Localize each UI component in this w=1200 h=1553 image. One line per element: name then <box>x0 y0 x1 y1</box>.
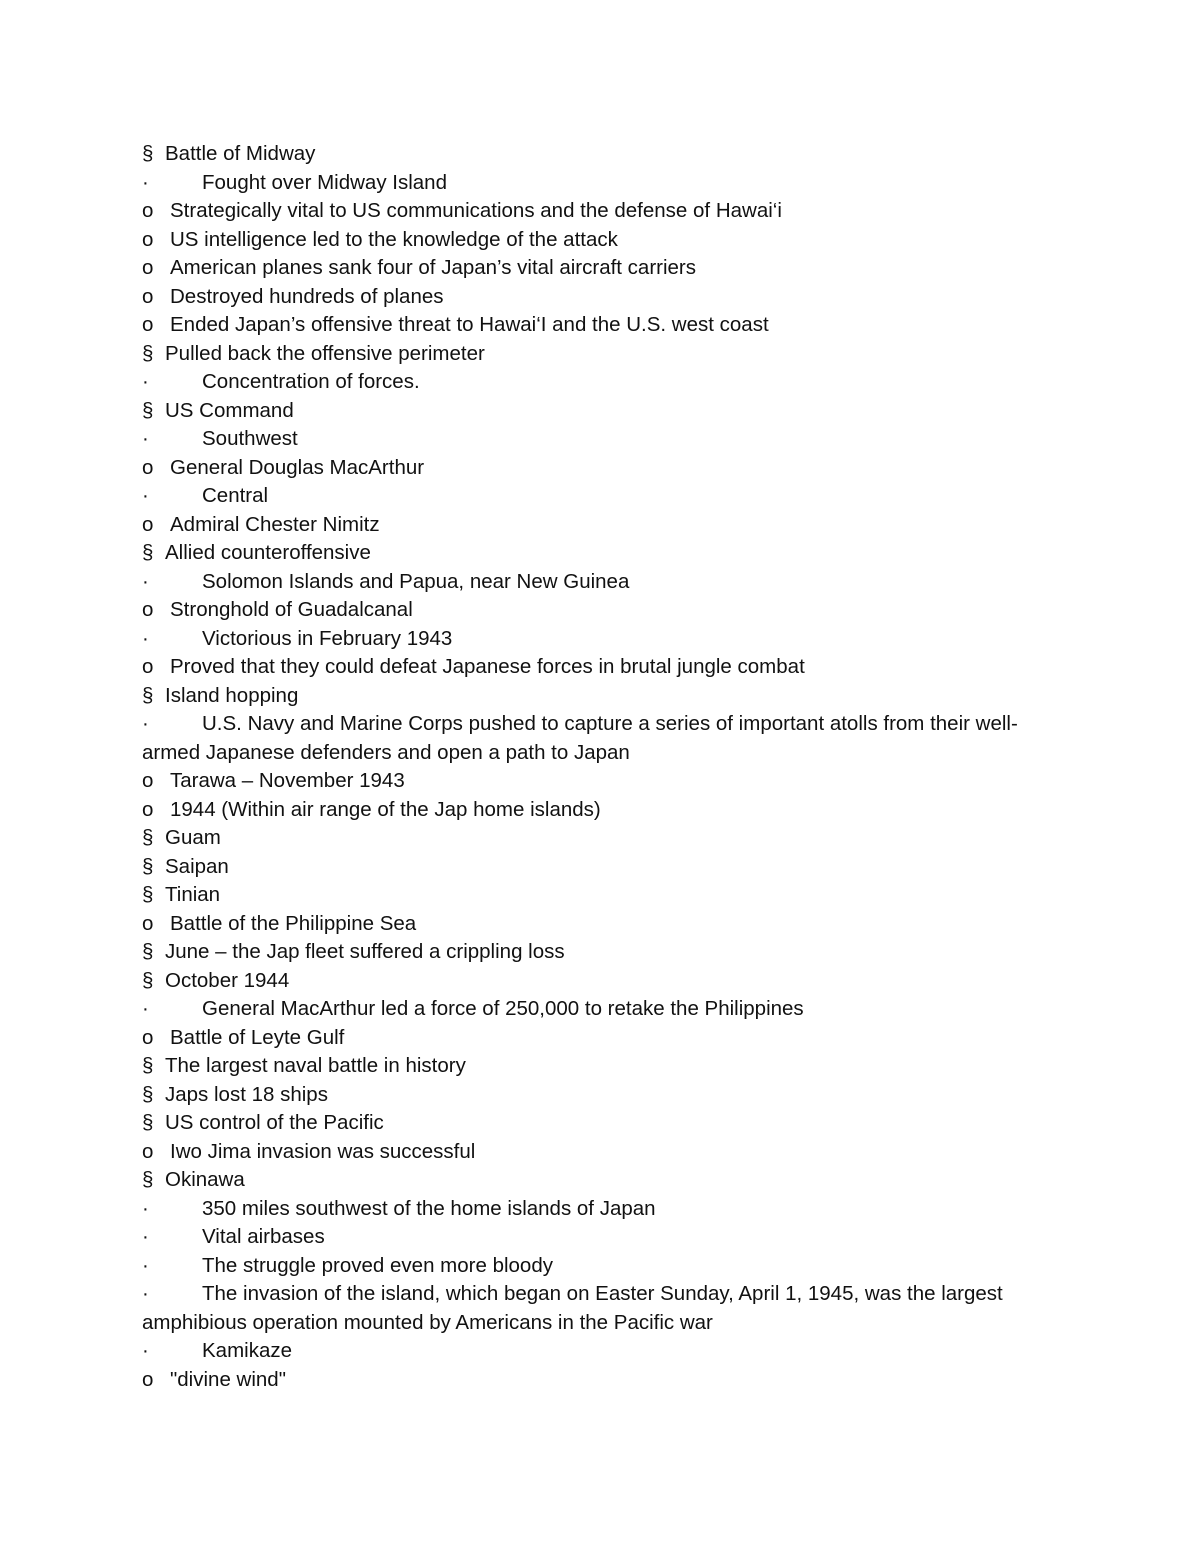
outline-line <box>142 1223 1062 1252</box>
section-bullet: § <box>142 142 154 165</box>
line-text: Central <box>202 484 269 507</box>
outline-line <box>142 283 1062 312</box>
outline-line <box>142 853 1062 882</box>
line-text: Battle of Leyte Gulf <box>170 1025 345 1049</box>
dot-bullet: · <box>142 1196 149 1220</box>
section-bullet: § <box>142 1082 154 1106</box>
outline-line <box>142 169 1062 198</box>
circle-bullet: o <box>142 797 154 821</box>
outline-line <box>142 254 1062 283</box>
line-text: June – the Jap fleet suffered a crippling loss <box>165 940 565 963</box>
outline-line <box>142 1138 1062 1167</box>
line-text: Destroyed hundreds of planes <box>170 284 444 308</box>
circle-bullet: o <box>142 1139 154 1163</box>
outline-line <box>142 796 1062 825</box>
outline-line <box>142 881 1062 910</box>
outline-line <box>142 397 1062 426</box>
section-bullet: § <box>142 826 154 849</box>
dot-bullet: · <box>142 427 149 450</box>
section-bullet: § <box>142 398 154 422</box>
outline-line <box>142 682 1062 711</box>
line-text: General MacArthur led a force of 250,000 to retake the Philippines <box>202 997 804 1020</box>
dot-bullet: · <box>142 1225 149 1248</box>
circle-bullet: o <box>142 313 154 336</box>
section-bullet: § <box>142 1111 154 1134</box>
line-text: Japs lost 18 ships <box>165 1082 328 1106</box>
dot-bullet: · <box>142 997 149 1020</box>
dot-bullet: · <box>142 569 149 593</box>
section-bullet: § <box>142 1168 154 1191</box>
circle-bullet: o <box>142 1025 154 1049</box>
line-text: Ended Japan’s offensive threat to Hawai‘I and the U.S. west coast <box>170 313 769 336</box>
outline-line <box>142 596 1062 625</box>
line-text: Kamikaze <box>202 1339 293 1362</box>
circle-bullet: o <box>142 455 154 479</box>
outline-line <box>142 1052 1062 1081</box>
section-bullet: § <box>142 683 154 707</box>
line-text: Strategically vital to US communications and the defense of Hawai‘i <box>170 199 782 222</box>
outline-line <box>142 568 1062 597</box>
line-text: The invasion of the island, which began on Easter Sunday, April 1, 1945, was the largest amphibious operation mounted by Americans in the Pacific war <box>142 1282 1003 1334</box>
outline-line <box>142 454 1062 483</box>
circle-bullet: o <box>142 1367 154 1391</box>
section-bullet: § <box>142 883 154 906</box>
dot-bullet: · <box>142 170 149 194</box>
line-text: General Douglas MacArthur <box>170 455 425 479</box>
line-text: Stronghold of Guadalcanal <box>170 598 413 621</box>
section-bullet: § <box>142 940 154 963</box>
line-text: The largest naval battle in history <box>165 1054 466 1077</box>
line-text: Island hopping <box>165 683 299 707</box>
line-text: Southwest <box>202 427 298 450</box>
line-text: Concentration of forces. <box>202 370 420 393</box>
outline-line <box>142 767 1062 796</box>
dot-bullet: · <box>142 626 149 650</box>
section-bullet: § <box>142 854 154 878</box>
line-text: U.S. Navy and Marine Corps pushed to capture a series of important atolls from their well-armed Japanese defenders and open a path to Japan <box>142 712 1018 764</box>
section-bullet: § <box>142 541 154 564</box>
circle-bullet: o <box>142 512 154 536</box>
outline-line <box>142 653 1062 682</box>
outline-line <box>142 340 1062 369</box>
outline-line <box>142 625 1062 654</box>
outline-line <box>142 311 1062 340</box>
line-text: Solomon Islands and Papua, near New Guinea <box>202 569 630 593</box>
line-text: "divine wind" <box>170 1367 286 1391</box>
line-text: Pulled back the offensive perimeter <box>165 341 485 365</box>
line-text: 350 miles southwest of the home islands of Japan <box>202 1196 656 1220</box>
section-bullet: § <box>142 1054 154 1077</box>
circle-bullet: o <box>142 199 154 222</box>
outline-line <box>142 1280 1062 1337</box>
outline-line <box>142 1081 1062 1110</box>
dot-bullet: · <box>142 1253 149 1277</box>
line-text: Battle of the Philippine Sea <box>170 911 417 935</box>
line-text: Admiral Chester Nimitz <box>170 512 380 536</box>
line-text: 1944 (Within air range of the Jap home islands) <box>170 797 601 821</box>
section-bullet: § <box>142 968 154 992</box>
outline-line <box>142 197 1062 226</box>
dot-bullet: · <box>142 712 149 735</box>
line-text: Proved that they could defeat Japanese forces in brutal jungle combat <box>170 655 805 678</box>
outline-line <box>142 482 1062 511</box>
outline-list <box>142 140 1062 1394</box>
outline-line <box>142 539 1062 568</box>
line-text: Okinawa <box>165 1168 245 1191</box>
line-text: Saipan <box>165 854 229 878</box>
outline-line <box>142 1195 1062 1224</box>
line-text: Iwo Jima invasion was successful <box>170 1139 476 1163</box>
line-text: October 1944 <box>165 968 290 992</box>
outline-line <box>142 140 1062 169</box>
line-text: US Command <box>165 398 294 422</box>
line-text: Victorious in February 1943 <box>202 626 453 650</box>
circle-bullet: o <box>142 598 154 621</box>
outline-line <box>142 1366 1062 1395</box>
circle-bullet: o <box>142 284 154 308</box>
outline-line <box>142 1252 1062 1281</box>
line-text: Tarawa – November 1943 <box>170 769 405 792</box>
circle-bullet: o <box>142 256 154 279</box>
outline-line <box>142 995 1062 1024</box>
outline-line <box>142 1337 1062 1366</box>
dot-bullet: · <box>142 370 149 393</box>
outline-line <box>142 1166 1062 1195</box>
line-text: Fought over Midway Island <box>202 170 447 194</box>
line-text: Guam <box>165 826 221 849</box>
section-bullet: § <box>142 341 154 365</box>
outline-line <box>142 967 1062 996</box>
outline-line <box>142 710 1062 767</box>
line-text: Allied counteroffensive <box>165 541 371 564</box>
circle-bullet: o <box>142 911 154 935</box>
outline-line <box>142 1024 1062 1053</box>
outline-line <box>142 938 1062 967</box>
circle-bullet: o <box>142 769 154 792</box>
circle-bullet: o <box>142 655 154 678</box>
outline-line <box>142 226 1062 255</box>
outline-line <box>142 910 1062 939</box>
dot-bullet: · <box>142 484 149 507</box>
outline-line <box>142 511 1062 540</box>
line-text: American planes sank four of Japan’s vital aircraft carriers <box>170 256 697 279</box>
outline-line <box>142 824 1062 853</box>
line-text: Vital airbases <box>202 1225 325 1248</box>
line-text: US control of the Pacific <box>165 1111 384 1134</box>
outline-line <box>142 425 1062 454</box>
dot-bullet: · <box>142 1339 149 1362</box>
outline-line <box>142 368 1062 397</box>
line-text: Battle of Midway <box>165 142 316 165</box>
circle-bullet: o <box>142 227 154 251</box>
dot-bullet: · <box>142 1282 149 1305</box>
line-text: Tinian <box>165 883 221 906</box>
line-text: The struggle proved even more bloody <box>202 1253 553 1277</box>
line-text: US intelligence led to the knowledge of the attack <box>170 227 618 251</box>
outline-line <box>142 1109 1062 1138</box>
